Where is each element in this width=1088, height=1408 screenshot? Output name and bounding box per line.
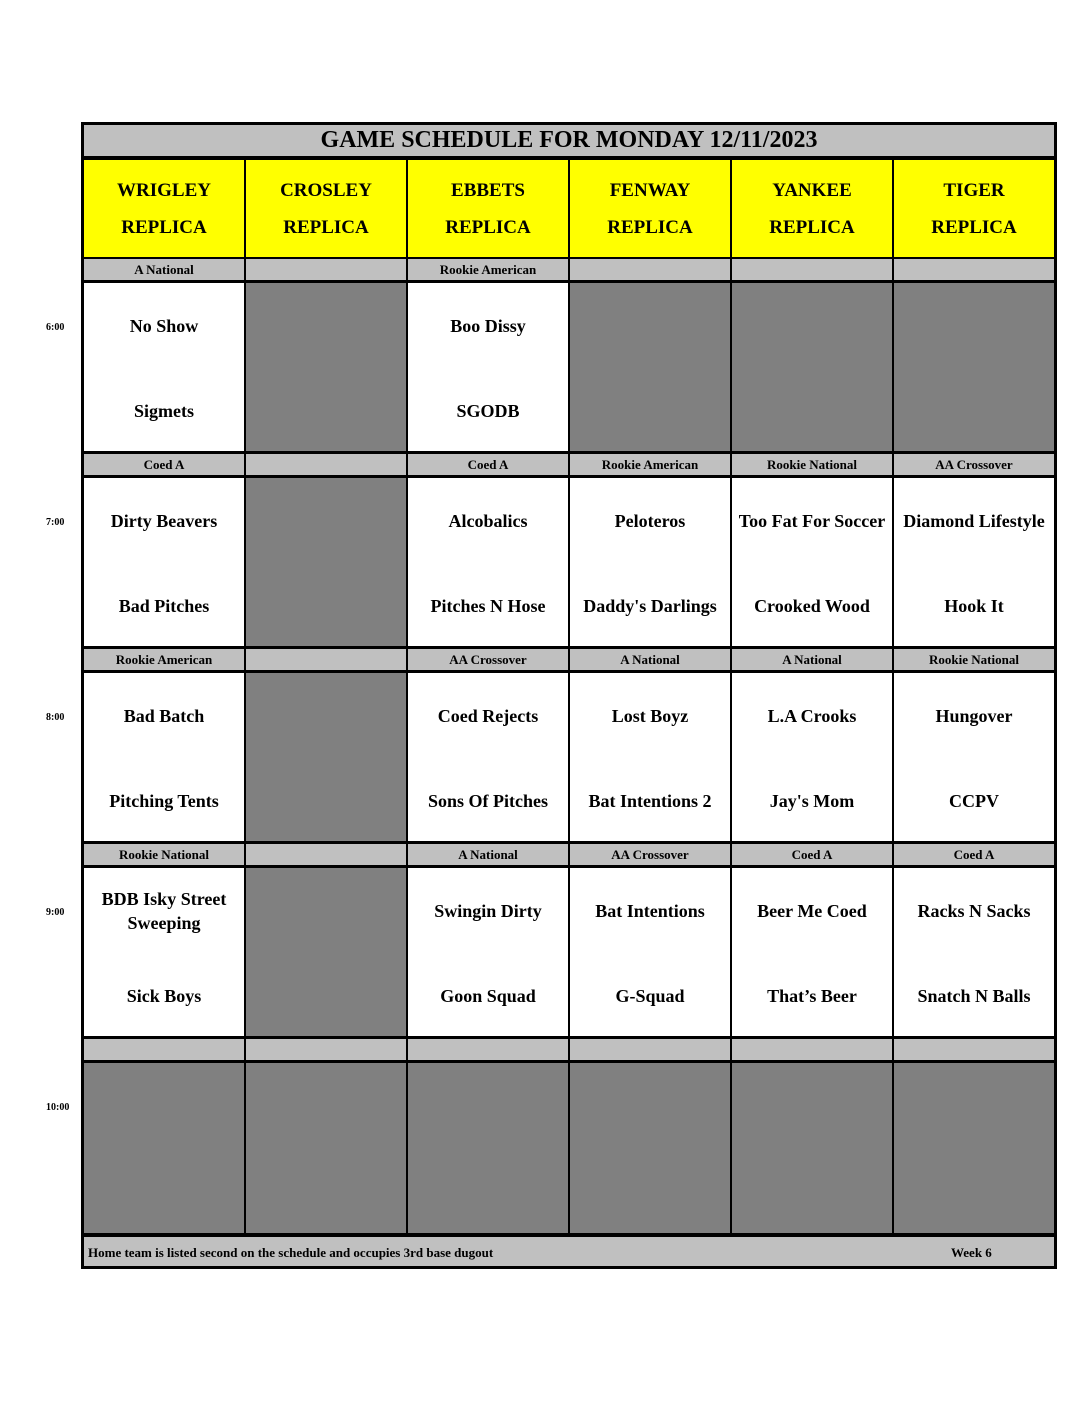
game-cell xyxy=(84,673,244,841)
league-label: Rookie American xyxy=(408,259,568,280)
empty-slot xyxy=(570,283,730,451)
home-team: Jay's Mom xyxy=(769,791,855,811)
home-team: Sons Of Pitches xyxy=(427,791,548,811)
league-label: Rookie National xyxy=(732,454,892,475)
league-label: Rookie National xyxy=(84,844,244,865)
empty-slot xyxy=(84,1063,244,1233)
venue-name: WRIGLEY xyxy=(117,179,211,201)
home-team: Pitching Tents xyxy=(109,791,219,811)
venue-header-wrigley xyxy=(84,160,244,257)
game-cell xyxy=(732,478,892,646)
home-team: Goon Squad xyxy=(440,986,536,1006)
league-label xyxy=(408,1039,568,1060)
venue-subtitle: REPLICA xyxy=(121,216,207,238)
home-team: Sigmets xyxy=(134,401,194,421)
league-label xyxy=(246,1039,406,1060)
home-team: Bad Pitches xyxy=(118,596,210,616)
empty-slot xyxy=(570,1063,730,1233)
game-cell xyxy=(570,673,730,841)
league-label xyxy=(732,259,892,280)
league-label: Coed A xyxy=(408,454,568,475)
game-cell xyxy=(408,673,568,841)
league-label: Rookie American xyxy=(570,454,730,475)
home-team: Crooked Wood xyxy=(754,596,870,616)
empty-slot xyxy=(246,868,406,1036)
venue-subtitle: REPLICA xyxy=(283,216,369,238)
game-cell xyxy=(570,478,730,646)
league-label xyxy=(84,1039,244,1060)
home-team: Hook It xyxy=(944,596,1004,616)
away-team: Coed Rejects xyxy=(437,706,539,726)
home-team: Pitches N Hose xyxy=(430,596,546,616)
away-team: Diamond Lifestyle xyxy=(903,511,1045,531)
away-team: Alcobalics xyxy=(448,511,528,531)
venue-name: FENWAY xyxy=(609,179,691,201)
empty-slot xyxy=(732,1063,892,1233)
game-cell xyxy=(894,868,1054,1036)
venue-header-crosley xyxy=(246,160,406,257)
league-label: Coed A xyxy=(732,844,892,865)
schedule-table xyxy=(81,122,1057,1269)
home-team: That’s Beer xyxy=(767,986,857,1006)
away-team: Racks N Sacks xyxy=(917,901,1031,921)
game-cell xyxy=(408,478,568,646)
league-label: A National xyxy=(732,649,892,670)
venue-subtitle: REPLICA xyxy=(607,216,693,238)
venue-header-fenway xyxy=(570,160,730,257)
empty-slot xyxy=(894,283,1054,451)
away-team: L.A Crooks xyxy=(767,706,857,726)
away-team: Peloteros xyxy=(614,511,686,531)
time-label: 8:00 xyxy=(46,712,65,723)
home-team: Sick Boys xyxy=(126,986,202,1006)
time-label: 10:00 xyxy=(46,1102,70,1113)
league-label: A National xyxy=(84,259,244,280)
league-label xyxy=(246,454,406,475)
league-label xyxy=(246,259,406,280)
game-cell xyxy=(408,868,568,1036)
venue-header-tiger xyxy=(894,160,1054,257)
home-team: Bat Intentions 2 xyxy=(588,791,712,811)
away-team: Lost Boyz xyxy=(611,706,689,726)
empty-slot xyxy=(246,1063,406,1233)
venue-name: EBBETS xyxy=(451,179,525,201)
league-label: Coed A xyxy=(894,844,1054,865)
league-label: AA Crossover xyxy=(570,844,730,865)
league-label: AA Crossover xyxy=(894,454,1054,475)
league-label: A National xyxy=(570,649,730,670)
time-label: 9:00 xyxy=(46,907,65,918)
away-team: BDB Isky Street Sweeping xyxy=(101,889,227,933)
game-cell xyxy=(570,868,730,1036)
home-team: Snatch N Balls xyxy=(917,986,1031,1006)
game-cell xyxy=(894,478,1054,646)
league-label xyxy=(570,1039,730,1060)
empty-slot xyxy=(246,478,406,646)
page-title: GAME SCHEDULE FOR MONDAY 12/11/2023 xyxy=(84,125,1054,158)
game-cell xyxy=(732,673,892,841)
league-label xyxy=(570,259,730,280)
game-cell xyxy=(84,478,244,646)
home-team: SGODB xyxy=(456,401,520,421)
empty-slot xyxy=(732,283,892,451)
empty-slot xyxy=(894,1063,1054,1233)
league-label xyxy=(246,649,406,670)
away-team: Swingin Dirty xyxy=(434,901,542,921)
league-label: Coed A xyxy=(84,454,244,475)
venue-name: YANKEE xyxy=(772,179,852,201)
time-label: 7:00 xyxy=(46,517,65,528)
game-cell xyxy=(894,673,1054,841)
away-team: Too Fat For Soccer xyxy=(738,511,886,531)
league-label: Rookie National xyxy=(894,649,1054,670)
away-team: No Show xyxy=(129,316,199,336)
game-cell xyxy=(84,868,244,1036)
away-team: Bad Batch xyxy=(123,706,205,726)
week-label: Week 6 xyxy=(951,1245,992,1260)
league-label: A National xyxy=(408,844,568,865)
home-team: Daddy's Darlings xyxy=(583,596,717,616)
away-team: Bat Intentions xyxy=(595,901,705,921)
league-label xyxy=(246,844,406,865)
game-cell xyxy=(84,283,244,451)
away-team: Beer Me Coed xyxy=(757,901,867,921)
game-cell xyxy=(732,868,892,1036)
empty-slot xyxy=(246,283,406,451)
away-team: Boo Dissy xyxy=(450,316,526,336)
away-team: Hungover xyxy=(935,706,1013,726)
venue-header-yankee xyxy=(732,160,892,257)
venue-subtitle: REPLICA xyxy=(769,216,855,238)
game-cell xyxy=(408,283,568,451)
league-label: AA Crossover xyxy=(408,649,568,670)
home-team: CCPV xyxy=(949,791,999,811)
empty-slot xyxy=(246,673,406,841)
footer-note: Home team is listed second on the schedule and occupies 3rd base dugout xyxy=(88,1245,494,1260)
league-label xyxy=(894,259,1054,280)
venue-subtitle: REPLICA xyxy=(931,216,1017,238)
league-label: Rookie American xyxy=(84,649,244,670)
time-label: 6:00 xyxy=(46,322,65,333)
league-label xyxy=(894,1039,1054,1060)
footer-bar xyxy=(84,1235,1054,1266)
league-label xyxy=(732,1039,892,1060)
away-team: Dirty Beavers xyxy=(110,511,218,531)
venue-subtitle: REPLICA xyxy=(445,216,531,238)
empty-slot xyxy=(408,1063,568,1233)
venue-name: CROSLEY xyxy=(280,179,372,201)
venue-header-ebbets xyxy=(408,160,568,257)
venue-name: TIGER xyxy=(943,179,1005,201)
home-team: G-Squad xyxy=(615,986,685,1006)
